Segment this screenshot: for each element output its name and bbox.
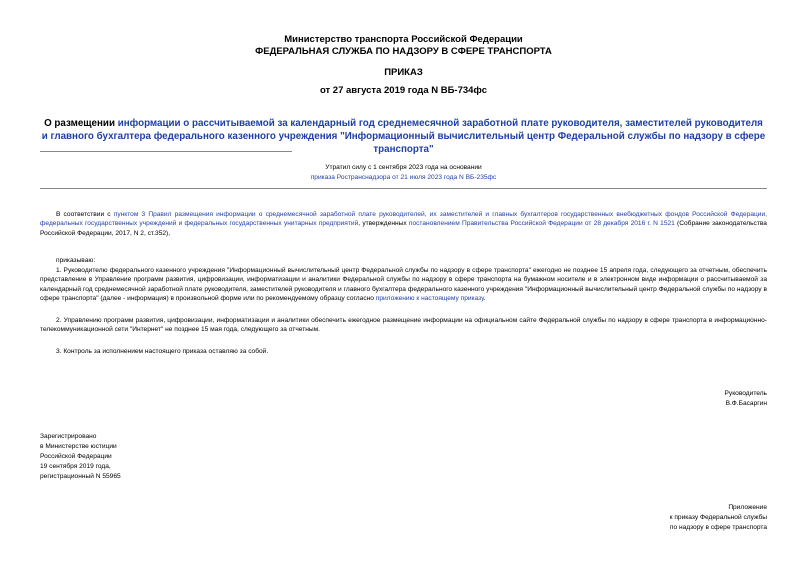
appendix-line-3: по надзору в сфере транспорта [669, 524, 767, 531]
divider-bottom [40, 188, 767, 189]
registration-line-5: регистрационный N 55965 [40, 473, 121, 480]
agency-name: ФЕДЕРАЛЬНАЯ СЛУЖБА ПО НАДЗОРУ В СФЕРЕ ТРАНСПОРТА [255, 46, 552, 57]
government-decree-link[interactable]: постановлением Правительства Российской Федерации от 28 декабря 2016 г. N 1521 [408, 220, 675, 228]
preamble-text-1: В соответствии с [56, 211, 114, 218]
registration-line-3: Российской Федерации [40, 453, 112, 460]
signature-name: В.Ф.Басаргин [725, 400, 767, 407]
item-1-end: . [483, 295, 486, 303]
document-type: ПРИКАЗ [384, 67, 423, 78]
registration-line-4: 19 сентября 2019 года, [40, 463, 111, 470]
order-item-3: 3. Контроль за исполнением настоящего приказа оставляю за собой. [56, 348, 269, 355]
signature-position: Руководитель [724, 390, 767, 397]
divider-top [40, 151, 292, 152]
order-item-2: 2. Управлению программ развития, цифровизации, информатизации и аналитики обеспечить ежегодное размещение информации на официальном сайте Федеральной службы по надзору в сфере транспорта в информационно-телекоммуникационной сети "Интернет" не позднее 15 мая года, следующего за отчетным. [40, 317, 767, 334]
status-note-link[interactable] [0, 173, 807, 183]
ministry-name: Министерство транспорта Российской Федерации [284, 34, 523, 45]
appendix-line-1: Приложение [728, 504, 767, 511]
document-date-number: от 27 августа 2019 года N ВБ-734фс [319, 85, 488, 96]
status-note-line1: Утратил силу с 1 сентября 2023 года на основании [325, 164, 482, 171]
title-link[interactable]: информации о рассчитываемой за календарный год среднемесячной заработной плате руководителя, заместителей руководителя и главного бухгалтера федерального казенного учреждения "Информационный вычислительный центр Федеральной службы по надзору в сфере транспорта" [41, 118, 766, 155]
appendix-link[interactable]: приложению к настоящему приказу [375, 295, 484, 303]
preamble-text-2: , утвержденных [358, 220, 409, 228]
item-1-text: 1. Руководителю федерального казенного учреждения "Информационный вычислительный центр Федеральной службы по надзору в сфере транспорта" ежегодно не позднее 15 апреля года, следующего за отчетным, обеспечить представление в Управление программ развития, цифровизации, информатизации и аналитики Федеральной службы по надзору в сфере транспорта на бумажном носителе и в электронном виде информации о рассчитываемой за календарный год среднемесячной заработной плате руководителя, заместителей руководителя и главного бухгалтера федерального казенного учреждения "Информационный вычислительный центр Федеральной службы по надзору в сфере транспорта" (далее - информация) в произвольной форме или по рекомендуемому образцу согласно [40, 267, 767, 303]
order-item-1 [40, 266, 767, 304]
rules-point-link[interactable]: пунктом 3 Правил размещения информации о среднемесячной заработной плате руководителей, их заместителей и главных бухгалтеров государственных внебюджетных фондов Российской Федерации, федеральных государственных учреждений и федеральных государственных унитарных предприятий [40, 211, 768, 228]
repeal-order-link[interactable]: приказа Ространснадзора от 21 июля 2023 года N ВБ-235фс [310, 174, 497, 181]
order-word: приказываю: [56, 257, 96, 264]
preamble-paragraph [40, 210, 767, 238]
preamble-text-3: (Собрание законодательства Российской Федерации, 2017, N 2, ст.352), [40, 220, 767, 237]
appendix-line-2: к приказу Федеральной службы [669, 514, 767, 521]
registration-line-2: в Министерстве юстиции [40, 443, 117, 450]
registration-line-1: Зарегистрировано [40, 433, 97, 440]
title-prefix: О размещении [44, 118, 118, 129]
